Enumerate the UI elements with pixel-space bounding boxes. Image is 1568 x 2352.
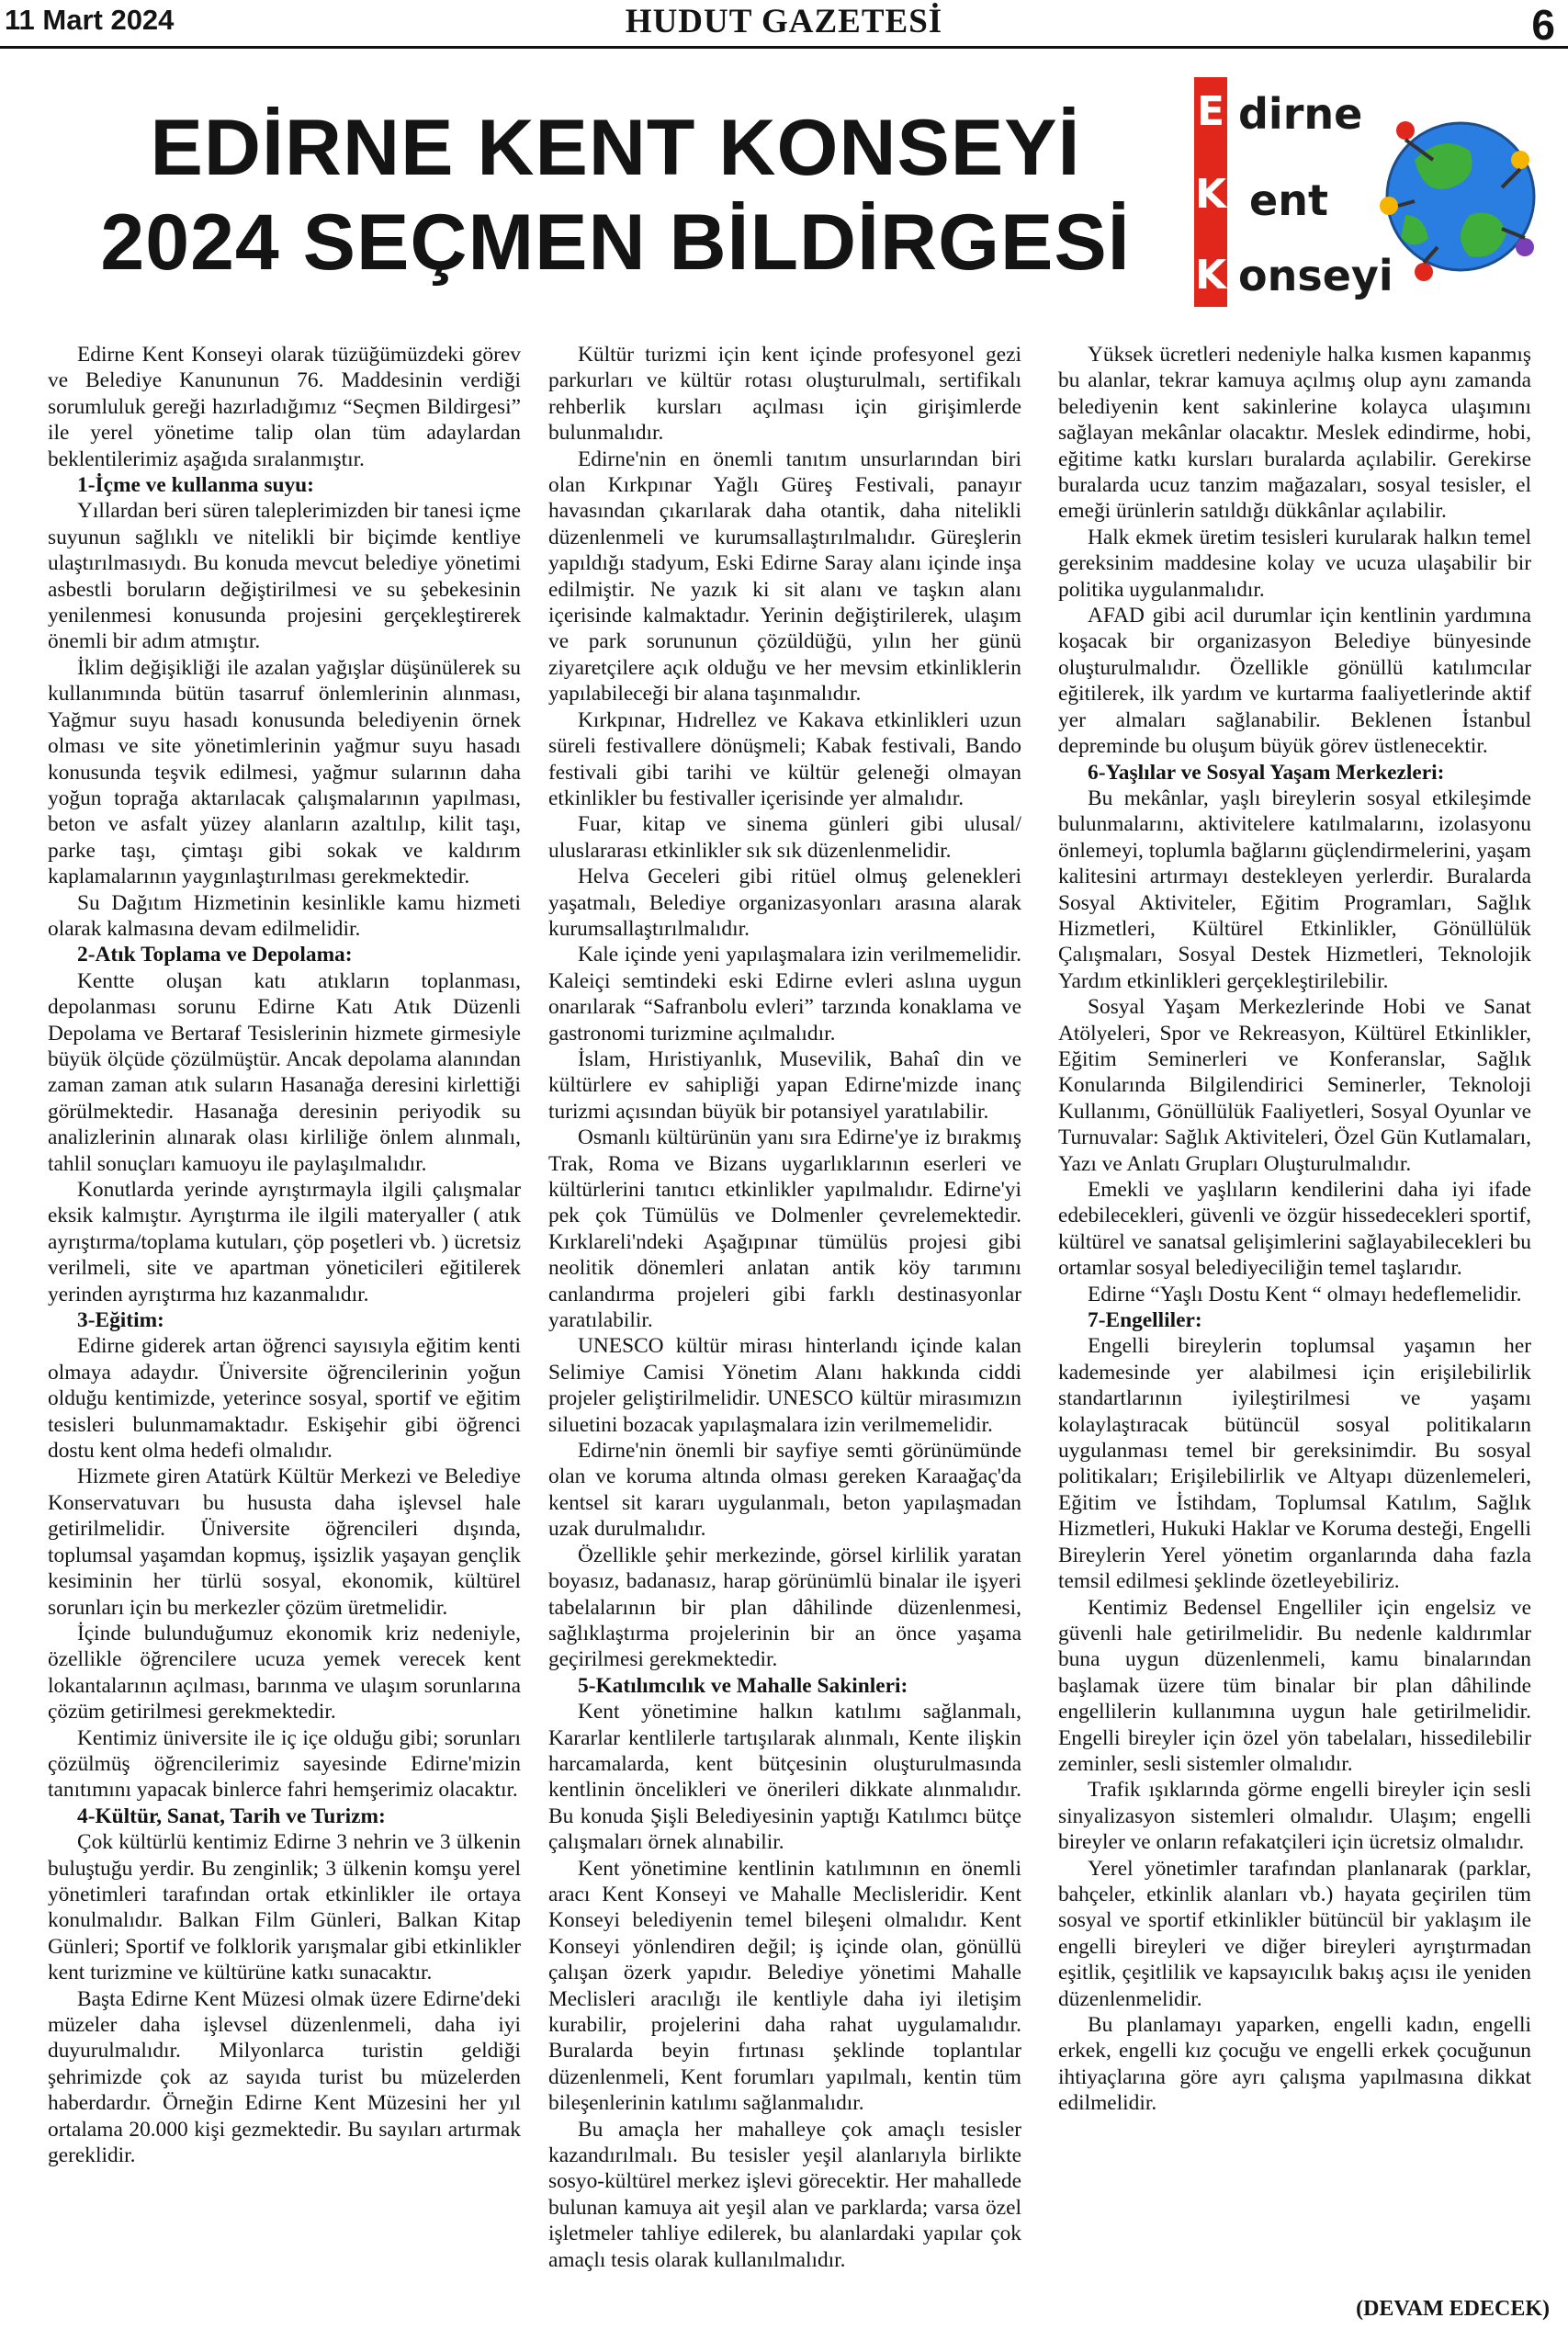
section-heading-waste: 2-Atık Toplama ve Depolama: (77, 943, 353, 967)
article-title (73, 101, 1157, 290)
paragraph: Kırkpınar, Hıdrellez ve Kakava etkinlikleri uzun süreli festivallere dönüşmeli; Kabak festivali, Bando festivali gibi tarihi ve kültür geleneği olmayan etkinlikler bu festivaller içerisinde yer almalıdır. (548, 707, 1021, 810)
kent-konseyi-logo (1194, 77, 1552, 307)
paragraph: Başta Edirne Kent Müzesi olmak üzere Edirne'deki müzeler daha işlevsel düzenlenmeli, daha iyi duyurulmalıdır. Milyonlarca turistin geldiği şehrimizde çok az sayıda turist bu müzelerden haberdardır. Örneğin Edirne Kent Müzesini her yıl ortalama 20.000 kişi gezmektedir. Bu sayıları artırmak gereklidir. (48, 1986, 521, 2168)
paragraph: Sosyal Yaşam Merkezlerinde Hobi ve Sanat Atölyeleri, Spor ve Rekreasyon, Kültürel Etkinlikler, Eğitim Seminerleri ve Konferanslar, Sağlık Konularında Bilgilendirici Seminerler, Teknoloji Kullanımı, Gönüllülük Faaliyetleri, Sosyal Oyunlar ve Turnuvalar: Sağlık Aktiviteleri, Özel Gün Kutlamaları, Yazı ve Anlatı Grupları Oluşturulmalıdır. (1058, 995, 1531, 1176)
paragraph: Yüksek ücretleri nedeniyle halka kısmen kapanmış bu alanlar, tekrar kamuya açılmış olup aynı zamanda belediyenin kent sakinlerine kolayca ulaşımını sağlayan mekânlar olacaktır. Meslek edindirme, hobi, eğitime katkı kursları buralarda açılabilir. Gerekirse buralarda ucuz tanzim mağazaları, sosyal tesisler, el emeği ürünlerin satıldığı dükkânlar açılabilir. (1058, 343, 1531, 524)
section-heading-water: 1-İçme ve kullanma suyu: (77, 473, 314, 498)
paragraph: Kent yönetimine kentlinin katılımının en önemli aracı Kent Konseyi ve Mahalle Meclisleridir. Kent Konseyi belediyenin temel bileşeni olmalıdır. Kent Konseyi yönlendiren değil; iş içinde olan, gönüllü çalışan özerk yapıdır. Belediye yönetimi Mahalle Meclisleri aracılığı ile kentliyle daha iyi iletişim kurabilir, projelerini daha rahat uygulamalıdır. Buralarda beyin fırtınası şeklinde toplantılar düzenlenmeli, Kent forumları yapılmalı, kentin tüm bileşenlerinin katılımı sağlanmalıdır. (548, 1856, 1021, 2116)
paragraph: Emekli ve yaşlıların kendilerini daha iyi ifade edebilecekleri, güvenli ve özgür hissedecekleri sportif, kültürel ve sanatsal gelişimlerini sağlayabilecekleri bu ortamlar sosyal belediyeciliğin temel taşlarıdır. (1058, 1178, 1531, 1281)
title-line-1: EDİRNE KENT KONSEYİ (150, 104, 1081, 192)
svg-text:K: K (1194, 171, 1227, 218)
section-heading-culture: 4-Kültür, Sanat, Tarih ve Turizm: (77, 1804, 386, 1828)
paragraph: Kent yönetimine halkın katılımı sağlanmalı, Kararlar kentlilerle tartışılarak alınmalı, Kente ilişkin harcamalarda, kent bütçesinin oluşturulmasında kentlinin öncelikleri ve önerileri dikkate alınmalıdır. Bu konuda Şişli Belediyesinin yaptığı Katılımcı bütçe çalışmaları örnek alınabilir. (548, 1700, 1021, 1855)
paragraph: Yerel yönetimler tarafından planlanarak (parklar, bahçeler, etkinlik alanları vb.) hayata geçirilen tüm sosyal ve sportif etkinlikler bütüncül bir yaklaşım ile engelli bireyleri ve diğer bireyleri ayrıştırmadan eşitlik, çeşitlilik ve kapsayıcılık bakış açısı ile yeniden düzenlenmelidir. (1058, 1856, 1531, 2011)
page-number: 6 (1531, 1, 1555, 49)
paragraph: Osmanlı kültürünün yanı sıra Edirne'ye iz bırakmış Trak, Roma ve Bizans uygarlıklarının eserleri ve kültürlerini tanıtıcı etkinlikler yapılmalıdır. Edirne'yi pek çok Tümülüs ve Dolmenler çevrelemektedir. Kırklareli'ndeki Aşağıpınar tümülüs projesi gibi neolitik dönemleri anlatan antik köy tarımını canlandırma projeleri gibi farklı destinasyonlar yaratılabilir. (548, 1125, 1021, 1333)
title-line-2: 2024 SEÇMEN BİLDİRGESİ (100, 198, 1131, 287)
section-heading-elderly: 6-Yaşlılar ve Sosyal Yaşam Merkezleri: (1088, 760, 1445, 785)
section-heading-participation: 5-Katılımcılık ve Mahalle Sakinleri: (578, 1673, 908, 1698)
paragraph: Kentimiz Bedensel Engelliler için engelsiz ve güvenli hale getirilmelidir. Bu nedenle kaldırımlar buna uygun düzenlenmeli, kamu binalarından başlamak üzere tüm binalar bir plan dâhilinde engellilerin kullanımına uygun hale getirilmelidir. Engelli bireyler için özel yön tabelaları, hissedilebilir zeminler, sesli sistemler olmalıdır. (1058, 1595, 1531, 1776)
paragraph: Konutlarda yerinde ayrıştırmayla ilgili çalışmalar eksik kalmıştır. Ayrıştırma ile ilgili materyaller ( atık ayrıştırma/toplama kutuları, çöp poşetleri vb. ) ücretsiz verilmeli, site ve apartman yöneticileri eğitilerek yerinden ayrıştırma hız kazanmalıdır. (48, 1178, 521, 1306)
paragraph: UNESCO kültür mirası hinterlandı içinde kalan Selimiye Camisi Yönetim Alanı hakkında ciddi projeler geliştirilmelidir. UNESCO kültür mirasımızın siluetini bozacak yapılaşmalara izin verilmemelidir. (548, 1334, 1021, 1437)
paragraph: Kültür turizmi için kent içinde profesyonel gezi parkurları ve kültür rotası oluşturulmalı, sertifikalı rehberlik kursları açılması için girişimlerde bulunmalıdır. (548, 343, 1021, 446)
paragraph: Kale içinde yeni yapılaşmalara izin verilmemelidir. Kaleiçi semtindeki eski Edirne evleri aslına uygun onarılarak “Safranbolu evleri” tarzında konaklama ve gastronomi turizmine açılmalıdır. (548, 943, 1021, 1046)
article-column-1 (48, 342, 521, 2168)
newspaper-name: HUDUT GAZETESİ (625, 3, 943, 40)
paragraph: Halk ekmek üretim tesisleri kurularak halkın temel gereksinim maddesine kolay ve ucuza ulaşabilir bir politika uygulanmalıdır. (1058, 525, 1531, 602)
paragraph: Edirne giderek artan öğrenci sayısıyla eğitim kenti olmaya adaydır. Üniversite öğrencilerinin yoğun olduğu kentimizde, yeterince sosyal, sportif ve eğitim tesisleri bulunmamaktadır. Eskişehir gibi öğrenci dostu kent olma hedefi olmalıdır. (48, 1334, 521, 1464)
paragraph: AFAD gibi acil durumlar için kentlinin yardımına koşacak bir organizasyon Belediye bünyesinde oluşturulmalıdır. Özellikle gönüllü katılımcılar eğitilerek, ilk yardım ve kurtarma faaliyetlerinde aktif yer almaları sağlanabilir. Beklenen İstanbul depreminde bu oluşum büyük görev üstlenecektir. (1058, 604, 1531, 759)
article-column-2 (548, 342, 1021, 2273)
paragraph: Hizmete giren Atatürk Kültür Merkezi ve Belediye Konservatuvarı bu hususta daha işlevsel hale getirilmelidir. Üniversite öğrencileri dışında, toplumsal yaşamdan kopmuş, işsizlik yaşayan gençlik kesiminin her türlü sosyal, ekonomik, kültürel sorunları için bu merkezler çözüm üretmelidir. (48, 1464, 521, 1620)
paragraph: Kentimiz üniversite ile iç içe olduğu gibi; sorunları çözülmüş öğrencilerimiz sayesinde Edirne'mizin tanıtımını yapacak binlerce fahri hemşerimiz olacaktır. (48, 1725, 521, 1803)
continued-note: (DEVAM EDECEK) (1356, 2297, 1550, 2321)
header-rule (0, 46, 1568, 49)
paragraph: Su Dağıtım Hizmetinin kesinlikle kamu hizmeti olarak kalmasına devam edilmelidir. (48, 890, 521, 941)
paragraph: Çok kültürlü kentimiz Edirne 3 nehrin ve 3 ülkenin buluştuğu yerdir. Bu zenginlik; 3 ülkenin komşu yerel yönetimleri tarafından ortak etkinlikler ile ortaya konulmalıdır. Balkan Film Günleri, Balkan Kitap Günleri; Sportif ve folklorik yarışmalar gibi etkinlikler kent turizmine ve kültürüne katkı sunacaktır. (48, 1830, 521, 1985)
paragraph: Helva Geceleri gibi ritüel olmuş gelenekleri yaşatmalı, Belediye organizasyonları arasına alarak kurumsallaştırılmalıdır. (548, 865, 1021, 941)
paragraph: İçinde bulunduğumuz ekonomik kriz nedeniyle, özellikle öğrencilere ucuza yemek verecek kent lokantalarının açılması, barınma ve ulaşım sorunlarına çözüm getirilmesi gerekmektedir. (48, 1621, 521, 1724)
paragraph: Edirne'nin önemli bir sayfiye semti görünümünde olan ve koruma altında olması gereken Karaağaç'da kentsel sit kararı uygulanmalı, beton yapılaşmadan uzak durulmalıdır. (548, 1439, 1021, 1542)
section-heading-education: 3-Eğitim: (77, 1308, 164, 1333)
paragraph: Yıllardan beri süren taleplerimizden bir tanesi içme suyunun sağlıklı ve nitelikli bir biçimde kentliye ulaştırılmasıydı. Bu konuda mevcut belediye yönetimi asbestli boruların değiştirilmesi ve su şebekesinin yenilenmesi konusunda projesini gerçekleştirerek önemli bir adım atmıştır. (48, 499, 521, 654)
intro-paragraph: Edirne Kent Konseyi olarak tüzüğümüzdeki görev ve Belediye Kanununun 76. Maddesinin verdiği sorumluluk gereği hazırladığımız “Seçmen Bildirgesi” ile yerel yönetime talip olan tüm adaylardan beklentilerimiz aşağıda sıralanmıştır. (48, 343, 521, 471)
paragraph: Trafik ışıklarında görme engelli bireyler için sesli sinyalizasyon sistemleri olmalıdır. Ulaşım; engelli bireyler ve onların refakatçileri için ücretsiz olmalıdır. (1058, 1778, 1531, 1855)
svg-text:K: K (1194, 252, 1227, 299)
paragraph: Engelli bireylerin toplumsal yaşamın her kademesinde yer alabilmesi için erişilebilirlik standartlarının iyileştirilmesi ve yaşamı kolaylaştıracak bütüncül sosyal politikaların uygulanması temel bir gereksinimdir. Bu sosyal politikaları; Erişilebilirlik ve Altyapı düzenlemeleri, Eğitim ve İstihdam, Toplumsal Katılım, Sağlık Hizmetleri, Hukuki Haklar ve Koruma desteği, Engelli Bireylerin Yerel yönetim organlarında daha fazla temsil edilmesi şeklinde özetleyebiliriz. (1058, 1334, 1531, 1594)
paragraph: Bu planlamayı yaparken, engelli kadın, engelli erkek, engelli kız çocuğu ve engelli erkek çocuğunun ihtiyaçlarına göre ayrı çalışma yapılmasına dikkat edilmelidir. (1058, 2013, 1531, 2116)
globe-icon (1380, 121, 1534, 281)
paragraph: Kentte oluşan katı atıkların toplanması, depolanması sorunu Edirne Katı Atık Düzenli Depolama ve Bertaraf Tesislerinin hizmete girmesiyle büyük ölçüde çözülmüştür. Ancak depolama alanından zaman zaman atık suların Hasanağa deresini kirlettiği görülmektedir. Hasanağa deresinin periyodik su analizlerinin alınarak olası kirliliğe önlem alınmalı, tahlil sonuçları kamuoyu ile paylaşılmalıdır. (48, 968, 521, 1176)
logo-graphic (1194, 77, 1552, 307)
svg-text:onseyi: onseyi (1238, 251, 1393, 300)
paragraph: Edirne “Yaşlı Dostu Kent “ olmayı hedeflemelidir. (1088, 1282, 1522, 1306)
paragraph: Özellikle şehir merkezinde, görsel kirlilik yaratan boyasız, badanasız, harap görünümlü binalar ile işyeri tabelalarının bir plan dâhilinde düzenlenmesi, sağlıklaştırma projelerinin bir an önce yaşama geçirilmesi gerekmektedir. (548, 1543, 1021, 1672)
paragraph: Bu mekânlar, yaşlı bireylerin sosyal etkileşimde bulunmalarını, aktivitelere katılmalarını, izolasyonu önlemeyi, toplumla bağlarını güçlendirmelerini, yaşam kalitesini artırmayı destekleyen yerlerdir. Buralarda Sosyal Aktiviteler, Eğitim Programları, Sağlık Hizmetleri, Kültürel Etkinlikler, Gönüllülük Çalışmaları, Sosyal Destek Hizmetleri, Teknolojik Yardım etkinlikleri gerçekleştirilebilir. (1058, 786, 1531, 993)
paragraph: Edirne'nin en önemli tanıtım unsurlarından biri olan Kırkpınar Yağlı Güreş Festivali, panayır havasından çıkarılarak daha otantik, daha nitelikli düzenlenmeli ve kurumsallaştırılmalıdır. Güreşlerin yapıldığı stadyum, Eski Edirne Saray alanı içinde inşa edilmiştir. Ne yazık ki sit alanı ve taşkın alanı içerisinde kalmaktadır. Yerinin değiştirilerek, ulaşım ve park sorununun çözüldüğü, yılın her günü ziyaretçilere açık olduğu ve her mevsim etkinliklerin yapılabileceği bir alana taşınmalıdır. (548, 447, 1021, 707)
paragraph: Fuar, kitap ve sinema günleri gibi ulusal/ uluslararası etkinlikler sık sık düzenlenmelidir. (548, 812, 1021, 863)
issue-date: 11 Mart 2024 (5, 4, 175, 36)
paragraph: İslam, Hıristiyanlık, Musevilik, Bahaî din ve kültürlere ev sahipliği yapan Edirne'mizde inanç turizmi açısından büyük bir potansiyel yaratılabilir. (548, 1046, 1021, 1124)
page-header (0, 0, 1568, 49)
paragraph: Bu amaçla her mahalleye çok amaçlı tesisler kazandırılmalı. Bu tesisler yeşil alanlarıyla birlikte sosyo-kültürel merkez işlevi görecektir. Her mahallede bulunan kamuya ait yeşil alan ve parklarda; varsa özel işletmeler tahliye edilerek, bu alanlardaki yapılar çok amaçlı tesis olarak kullanılmalıdır. (548, 2117, 1021, 2272)
article-column-3 (1058, 342, 1531, 2117)
paragraph: İklim değişikliği ile azalan yağışlar düşünülerek su kullanımında bütün tasarruf önlemlerinin alınması, Yağmur suyu hasadı konusunda belediyenin örnek olması ve site yönetimlerinin yağmur suyu hasadı konusunda teşvik edilmesi, yağmur sularının daha yoğun toprağa aktarılacak çalışmalarının yapılması, beton ve asfalt yüzey alanların azaltılıp, kilit taşı, parke taşı, çimtaşı gibi sokak ve kaldırım kaplamalarının yaygınlaştırılması gerekmektedir. (48, 655, 521, 889)
section-heading-disabled: 7-Engelliler: (1088, 1308, 1202, 1333)
svg-text:E: E (1196, 88, 1225, 135)
svg-text:ent: ent (1249, 175, 1328, 225)
svg-text:dirne: dirne (1238, 89, 1363, 139)
